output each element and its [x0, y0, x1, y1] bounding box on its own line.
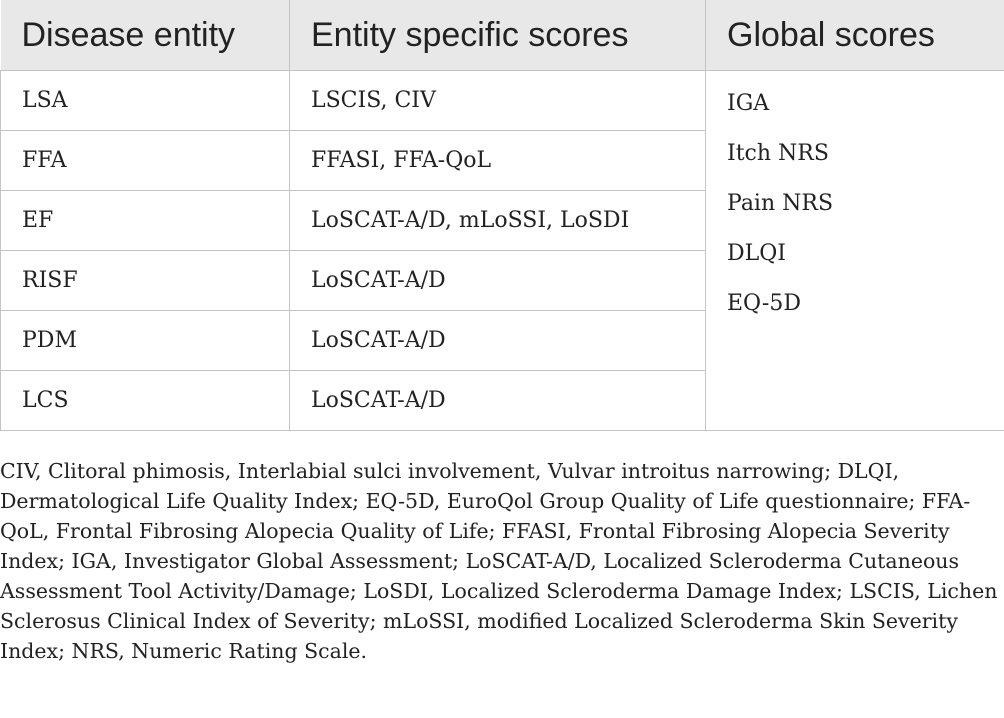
global-score-item: DLQI: [727, 241, 786, 266]
entity-scores-cell: LoSCAT-A/D: [290, 311, 706, 371]
header-global-scores: Global scores: [706, 0, 1004, 71]
global-scores-cell: [706, 71, 1004, 431]
global-score-item: EQ-5D: [727, 291, 801, 316]
entity-scores-cell: FFASI, FFA-QoL: [290, 131, 706, 191]
global-score-item: IGA: [727, 91, 770, 116]
disease-entity-cell: LSA: [1, 71, 290, 131]
disease-entity-cell: RISF: [1, 251, 290, 311]
entity-scores-cell: LoSCAT-A/D, mLoSSI, LoSDI: [290, 191, 706, 251]
entity-scores-cell: LoSCAT-A/D: [290, 371, 706, 431]
header-entity-specific-scores: Entity specific scores: [290, 0, 706, 71]
entity-scores-cell: LoSCAT-A/D: [290, 251, 706, 311]
entity-scores-cell: LSCIS, CIV: [290, 71, 706, 131]
table-body: [1, 71, 1004, 431]
disease-entity-cell: PDM: [1, 311, 290, 371]
table-header: [1, 0, 1004, 71]
disease-entity-cell: LCS: [1, 371, 290, 431]
header-disease-entity: Disease entity: [1, 0, 290, 71]
global-score-item: Pain NRS: [727, 191, 834, 216]
header-row: [1, 0, 1004, 71]
table-footnote: CIV, Clitoral phimosis, Interlabial sulci involvement, Vulvar introitus narrowing; DLQI, Dermatological Life Quality Index; EQ-5D, EuroQol Group Quality of Life questionnaire; FFA-QoL, Frontal Fibrosing Alopecia Quality of Life; FFASI, Frontal Fibrosing Alopecia Severity Index; IGA, Investigator Global Assessment; LoSCAT-A/D, Localized Scleroderma Cutaneous Assessment Tool Activity/Damage; LoSDI, Localized Scleroderma Damage Index; LSCIS, Lichen Sclerosus Clinical Index of Severity; mLoSSI, modified Localized Scleroderma Skin Severity Index; NRS, Numeric Rating Scale.: [0, 459, 998, 663]
table-row: [1, 71, 1004, 131]
disease-entity-cell: FFA: [1, 131, 290, 191]
global-score-item: Itch NRS: [727, 141, 829, 166]
disease-entity-cell: EF: [1, 191, 290, 251]
